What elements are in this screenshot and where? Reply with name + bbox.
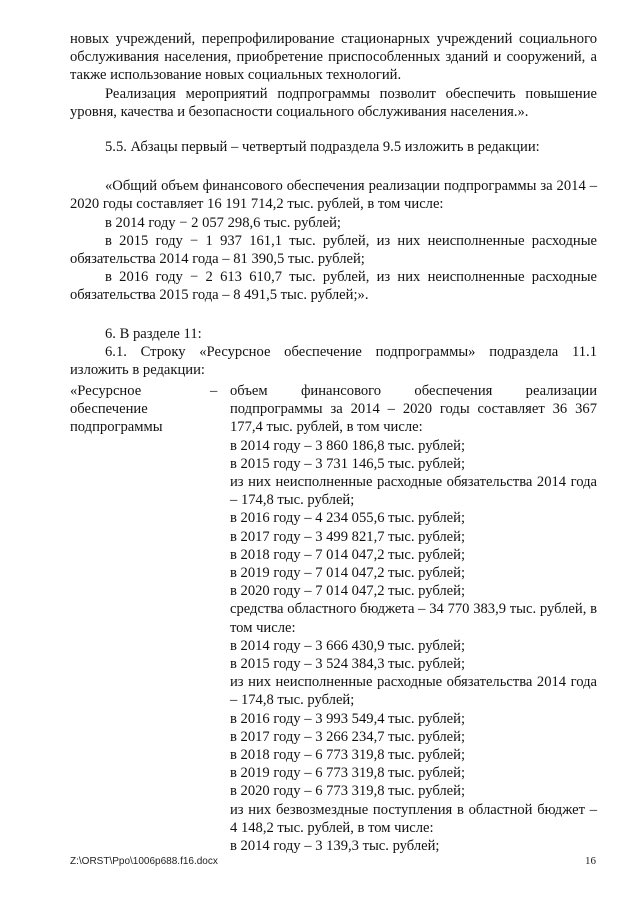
resource-dash: –	[210, 383, 218, 399]
resource-line: в 2016 году – 3 993 549,4 тыс. рублей;	[230, 710, 466, 727]
resource-line: в 2014 году – 3 139,3 тыс. рублей;	[230, 838, 440, 855]
resource-line: объем финансового обеспечения реализации подпрограммы за 2014 – 2020 годы составляет 36 367 177,4 тыс. рублей, в том числе:	[230, 383, 597, 436]
resource-label-line: обеспечение	[70, 401, 148, 418]
paragraph: «Общий объем финансового обеспечения реализации подпрограммы за 2014 – 2020 годы составляет 16 191 714,2 тыс. рублей, в том числе:	[70, 178, 597, 213]
paragraph: в 2015 году − 1 937 161,1 тыс. рублей, из них неисполненные расходные обязательства 2014 года – 81 390,5 тыс. рублей;	[70, 232, 597, 268]
resource-line: в 2015 году – 3 731 146,5 тыс. рублей;	[230, 455, 466, 472]
paragraph: в 2016 году − 2 613 610,7 тыс. рублей, из них неисполненные расходные обязательства 2015 года – 8 491,5 тыс. рублей;».	[70, 269, 597, 304]
resource-label	[70, 382, 210, 855]
resource-line: в 2014 году – 3 860 186,8 тыс. рублей;	[230, 437, 466, 454]
resource-line: из них неисполненные расходные обязательства 2014 года – 174,8 тыс. рублей;	[230, 674, 597, 709]
resource-table-row	[70, 382, 597, 855]
resource-label-line: «Ресурсное	[70, 383, 142, 399]
paragraph: Реализация мероприятий подпрограммы позволит обеспечить повышение уровня, качества и безопасности социального обслуживания населения.».	[70, 85, 597, 120]
paragraph: 6.1. Строку «Ресурсное обеспечение подпрограммы» подраздела 11.1 изложить в редакции:	[70, 343, 597, 379]
resource-line: в 2015 году – 3 524 384,3 тыс. рублей;	[230, 656, 466, 673]
resource-line: из них неисполненные расходные обязательства 2014 года – 174,8 тыс. рублей;	[230, 474, 597, 509]
resource-line: средства областного бюджета – 34 770 383,9 тыс. рублей, в том числе:	[230, 601, 597, 636]
footer-file-path: Z:\ORST\Ppo\1006p688.f16.docx	[70, 856, 218, 867]
page-number: 16	[585, 855, 596, 867]
resource-line: в 2019 году – 7 014 047,2 тыс. рублей;	[230, 565, 466, 582]
resource-line: в 2017 году – 3 266 234,7 тыс. рублей;	[230, 728, 466, 745]
resource-line: в 2018 году – 6 773 319,8 тыс. рублей;	[230, 747, 466, 764]
resource-line: в 2020 году – 7 014 047,2 тыс. рублей;	[230, 583, 466, 600]
resource-line: в 2017 году – 3 499 821,7 тыс. рублей;	[230, 528, 466, 545]
resource-line: из них безвозмездные поступления в областной бюджет – 4 148,2 тыс. рублей, в том числе:	[230, 801, 597, 836]
paragraph: 6. В разделе 11:	[105, 325, 202, 342]
resource-label-line: подпрограммы	[70, 419, 163, 436]
resource-content	[230, 382, 597, 855]
resource-line: в 2014 году – 3 666 430,9 тыс. рублей;	[230, 637, 466, 654]
resource-line: в 2019 году – 6 773 319,8 тыс. рублей;	[230, 765, 466, 782]
resource-line: в 2018 году – 7 014 047,2 тыс. рублей;	[230, 546, 466, 563]
paragraph: новых учреждений, перепрофилирование стационарных учреждений социального обслуживания населения, приобретение приспособленных зданий и сооружений, а также использование новых социальных технологий.	[70, 31, 597, 84]
document-body	[70, 30, 597, 379]
resource-line: в 2020 году – 6 773 319,8 тыс. рублей;	[230, 783, 466, 800]
paragraph: в 2014 году − 2 057 298,6 тыс. рублей;	[105, 214, 341, 231]
resource-line: в 2016 году – 4 234 055,6 тыс. рублей;	[230, 510, 466, 527]
paragraph: 5.5. Абзацы первый – четвертый подраздела 9.5 изложить в редакции:	[105, 139, 540, 156]
